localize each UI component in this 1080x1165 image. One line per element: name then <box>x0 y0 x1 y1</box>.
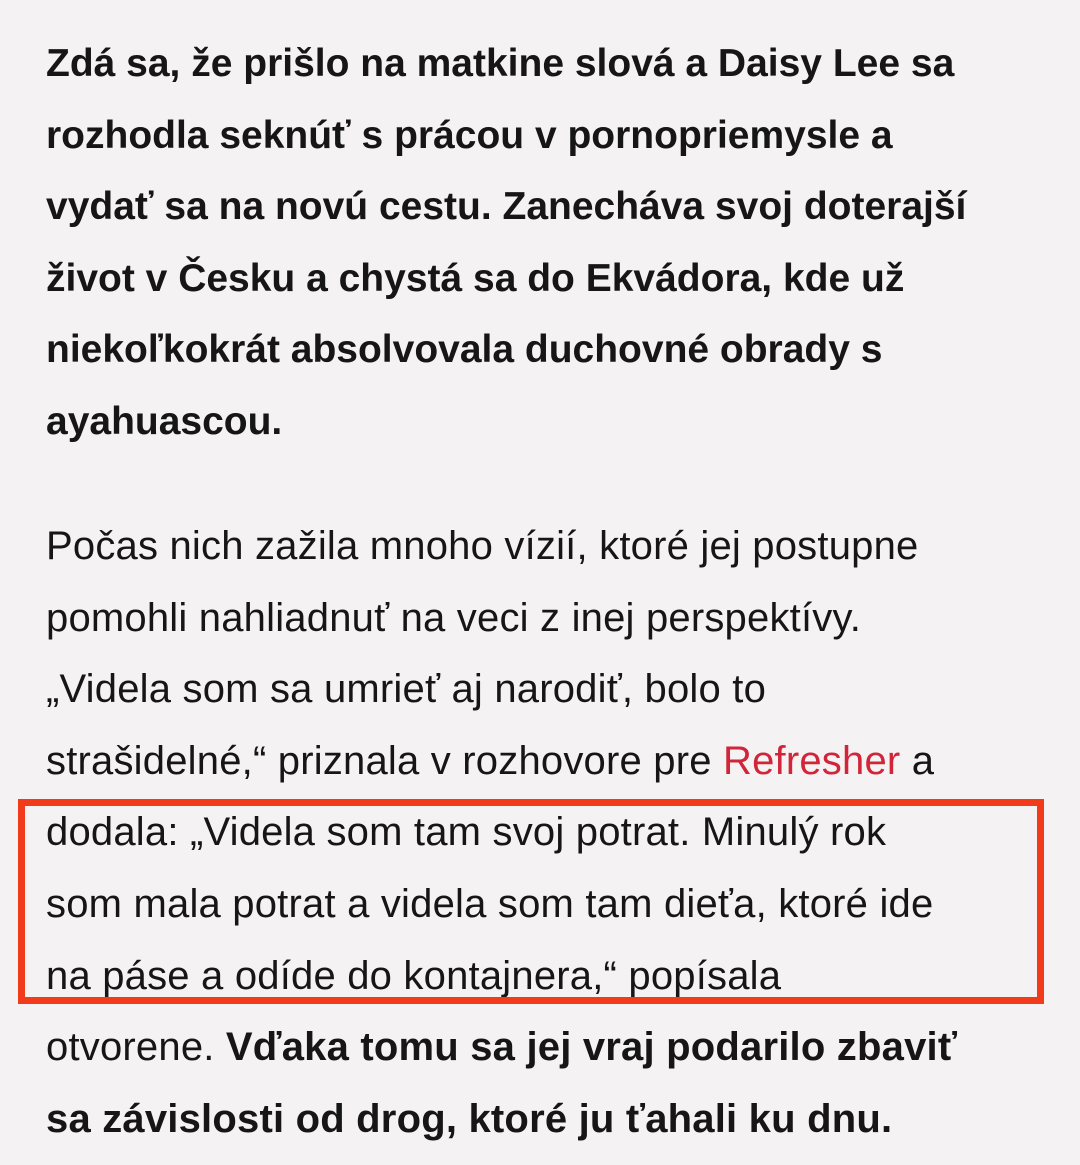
body-line: pomohli nahliadnuť na veci z inej perspektívy. <box>46 595 862 640</box>
body-text-before-link: strašidelné,“ priznala v rozhovore pre <box>46 738 723 783</box>
body-line: dodala: „Videla som tam svoj potrat. Minulý rok <box>46 810 887 855</box>
body-line-bold: sa závislosti od drog, ktoré ju ťahali ku dnu. <box>46 1096 893 1141</box>
intro-line: Zdá sa, že prišlo na matkine slová a Daisy Lee sa <box>46 42 955 85</box>
intro-paragraph <box>46 28 1046 458</box>
highlight-annotation-box <box>18 799 1044 1004</box>
body-line: Počas nich zažila mnoho vízií, ktoré jej postupne <box>46 524 919 568</box>
refresher-link[interactable]: Refresher <box>723 738 901 783</box>
intro-line: rozhodla seknúť s prácou v pornopriemysle a <box>46 113 893 157</box>
body-text-bold: Vďaka tomu sa jej vraj podarilo zbaviť <box>225 1025 958 1070</box>
intro-line: vydať sa na novú cestu. Zanecháva svoj doterajší <box>46 185 967 229</box>
body-line: som mala potrat a videla som tam dieťa, ktoré ide <box>46 881 934 926</box>
intro-line: niekoľkokrát absolvovala duchovné obrady s <box>46 328 883 372</box>
intro-line: život v Česku a chystá sa do Ekvádora, kde už <box>46 256 905 300</box>
body-line-mixed <box>46 1012 1046 1084</box>
body-line-with-link <box>46 726 1046 798</box>
intro-line: ayahuascou. <box>46 399 283 443</box>
body-text-regular: otvorene. <box>46 1025 226 1070</box>
body-line: „Videla som sa umrieť aj narodiť, bolo to <box>46 667 767 712</box>
body-line: na páse a odíde do kontajnera,“ popísala <box>46 953 782 998</box>
body-text-after-link: a <box>900 738 935 783</box>
